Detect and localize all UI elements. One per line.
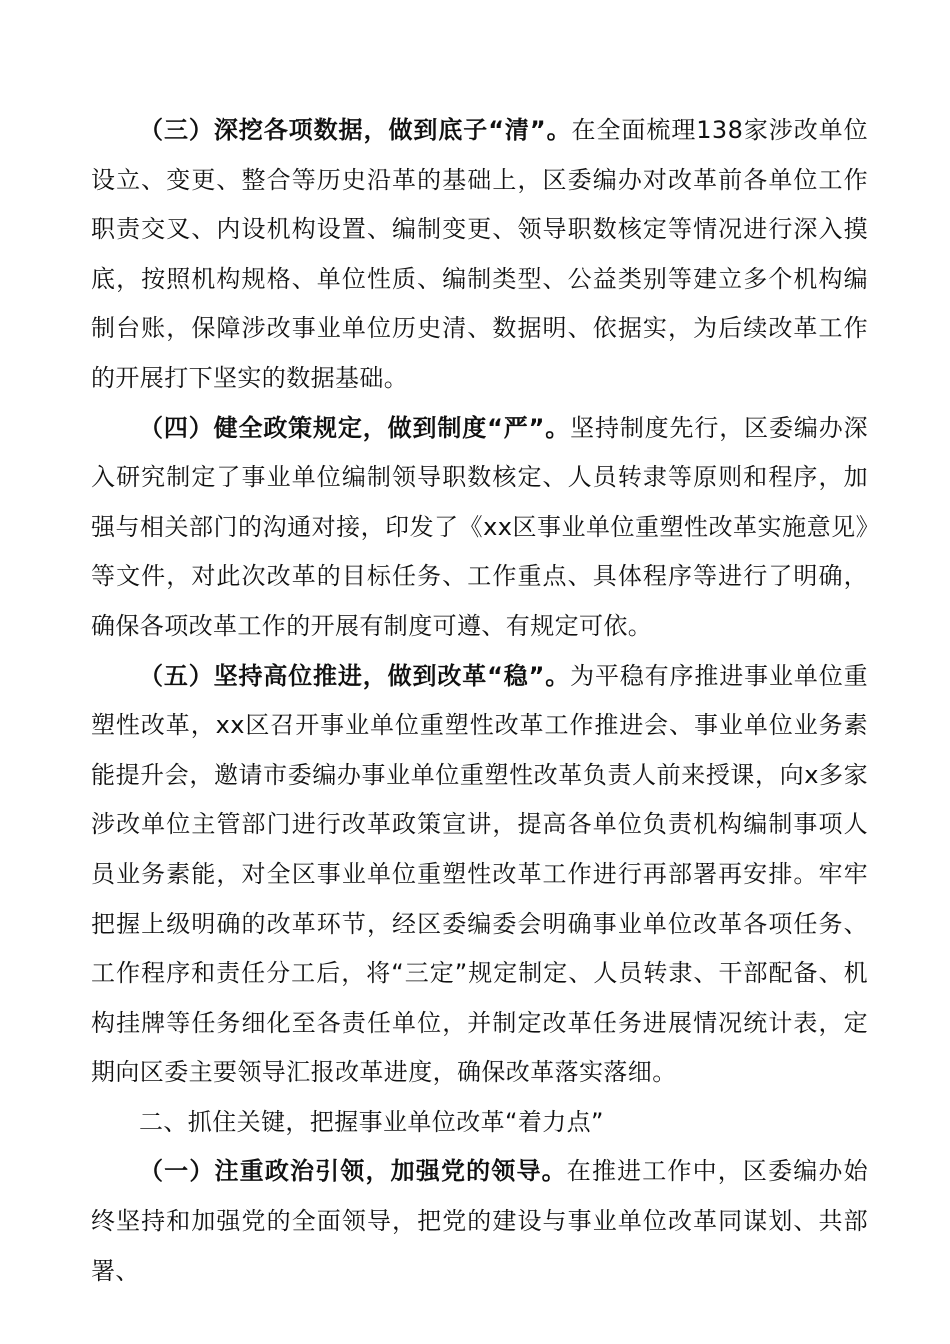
paragraph-lead: （三）深挖各项数据，做到底子“清”。: [139, 116, 572, 144]
paragraph-lead: （一）注重政治引领，加强党的领导。: [139, 1157, 567, 1186]
paragraph-body: 在推进工作中，区委编办始终坚持和加强党的全面领导，把党的建设与事业单位改革同谋划、共部署、: [91, 1157, 868, 1285]
paragraph-four: [91, 404, 868, 652]
paragraph-one: [91, 1147, 868, 1296]
paragraph-body: 为平稳有序推进事业单位重塑性改革，xx区召开事业单位重塑性改革工作推进会、事业单位业务素能提升会，邀请市委编办事业单位重塑性改革负责人前来授课，向x多家涉改单位主管部门进行改革政策宣讲，提高各单位负责机构编制事项人员业务素能，对全区事业单位重塑性改革工作进行再部署再安排。牢牢把握上级明确的改革环节，经区委编委会明确事业单位改革各项任务、工作程序和责任分工后，将“三定”规定制定、人员转隶、干部配备、机构挂牌等任务细化至各责任单位，并制定改革任务进展情况统计表，定期向区委主要领导汇报改革进度，确保改革落实落细。: [91, 661, 868, 1087]
document-page: [0, 106, 950, 1296]
paragraph-body: 坚持制度先行，区委编办深入研究制定了事业单位编制领导职数核定、人员转隶等原则和程序，加强与相关部门的沟通对接，印发了《xx区事业单位重塑性改革实施意见》等文件，对此次改革的目标任务、工作重点、具体程序等进行了明确，确保各项改革工作的开展有制度可遵、有规定可依。: [91, 413, 868, 640]
paragraph-body: 在全面梳理138家涉改单位设立、变更、整合等历史沿革的基础上，区委编办对改革前各单位工作职责交叉、内设机构设置、编制变更、领导职数核定等情况进行深入摸底，按照机构规格、单位性质、编制类型、公益类别等建立多个机构编制台账，保障涉改事业单位历史清、数据明、依据实，为后续改革工作的开展打下坚实的数据基础。: [91, 116, 868, 392]
paragraph-five: [91, 652, 868, 1098]
paragraph-lead: （五）坚持高位推进，做到改革“稳”。: [139, 661, 571, 690]
paragraph-three: [91, 106, 868, 404]
section-heading: 二、抓住关键，把握事业单位改革“着力点”: [139, 1107, 604, 1136]
paragraph-lead: （四）健全政策规定，做到制度“严”。: [139, 413, 571, 442]
